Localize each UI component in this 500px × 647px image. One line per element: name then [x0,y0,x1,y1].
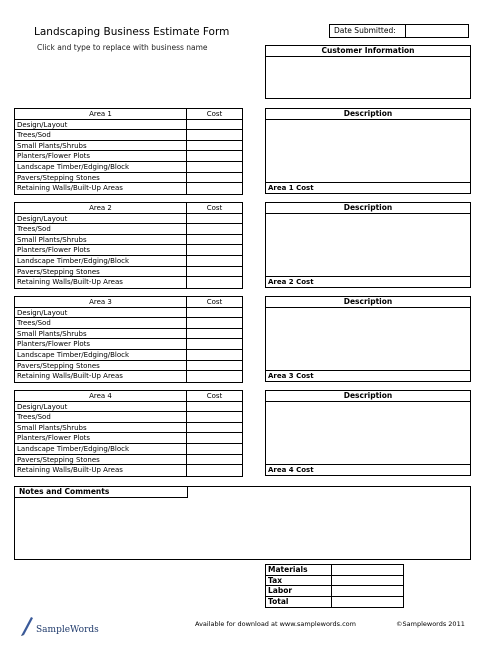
description-field[interactable] [266,214,470,276]
cost-field[interactable] [187,245,242,255]
item-label: Retaining Walls/Built-Up Areas [15,277,187,288]
customer-information-field[interactable] [266,57,470,97]
cost-header: Cost [206,392,223,400]
copyright-text: ©Samplewords 2011 [396,620,465,628]
area-name: Area 1 [15,109,187,119]
table-row [15,183,242,194]
table-row [15,214,242,225]
cost-field[interactable] [187,120,242,130]
totals-label: Materials [266,565,332,575]
table-row [15,224,242,235]
notes-header: Notes and Comments [14,486,188,498]
totals-row [266,576,403,587]
item-label: Design/Layout [15,402,187,412]
table-row [15,361,242,372]
area-name: Area 3 [15,297,187,307]
cost-field[interactable] [187,412,242,422]
table-row [15,412,242,423]
item-label: Retaining Walls/Built-Up Areas [15,371,187,382]
table-row [15,277,242,288]
table-row [15,162,242,173]
item-label: Trees/Sod [15,224,187,234]
item-label: Small Plants/Shrubs [15,235,187,245]
table-row [15,318,242,329]
cost-field[interactable] [187,130,242,140]
date-submitted-box [329,24,469,38]
table-row [15,371,242,382]
cost-field[interactable] [187,423,242,433]
item-label: Planters/Flower Plots [15,151,187,161]
cost-field[interactable] [187,308,242,318]
date-submitted-label: Date Submitted: [330,25,406,37]
table-row [15,141,242,152]
table-row [15,256,242,267]
form-title: Landscaping Business Estimate Form [34,26,230,38]
download-link[interactable]: Available for download at www.samplewords.com [195,620,356,628]
cost-field[interactable] [187,183,242,194]
cost-field[interactable] [187,339,242,349]
item-label: Design/Layout [15,214,187,224]
cost-field[interactable] [187,224,242,234]
description-field[interactable] [266,402,470,464]
area-table-header [15,109,242,120]
description-header: Description [266,391,470,402]
item-label: Trees/Sod [15,412,187,422]
logo-text: SampleWords [36,625,99,635]
item-label: Trees/Sod [15,318,187,328]
table-row [15,465,242,476]
totals-value-field[interactable] [332,576,403,586]
area-table-header [15,297,242,308]
table-row [15,245,242,256]
item-label: Pavers/Stepping Stones [15,267,187,277]
cost-field[interactable] [187,256,242,266]
item-label: Pavers/Stepping Stones [15,361,187,371]
totals-row [266,565,403,576]
table-row [15,308,242,319]
item-label: Design/Layout [15,120,187,130]
item-label: Landscape Timber/Edging/Block [15,162,187,172]
table-row [15,423,242,434]
item-label: Design/Layout [15,308,187,318]
totals-row [266,597,403,608]
cost-field[interactable] [187,433,242,443]
table-row [15,339,242,350]
cost-field[interactable] [187,329,242,339]
cost-field[interactable] [187,361,242,371]
item-label: Trees/Sod [15,130,187,140]
cost-field[interactable] [187,267,242,277]
cost-header: Cost [206,298,223,306]
table-row [15,455,242,466]
cost-field[interactable] [187,173,242,183]
cost-field[interactable] [187,455,242,465]
area-table-header [15,203,242,214]
description-header: Description [266,297,470,308]
description-box [265,202,471,288]
item-label: Pavers/Stepping Stones [15,173,187,183]
totals-value-field[interactable] [332,586,403,596]
table-row [15,433,242,444]
cost-header: Cost [206,110,223,118]
business-name-placeholder[interactable]: Click and type to replace with business name [37,43,208,52]
item-label: Retaining Walls/Built-Up Areas [15,465,187,476]
area-cost-label: Area 3 Cost [266,370,470,381]
table-row [15,444,242,455]
item-label: Pavers/Stepping Stones [15,455,187,465]
table-row [15,151,242,162]
table-row [15,173,242,184]
cost-field[interactable] [187,465,242,476]
item-label: Retaining Walls/Built-Up Areas [15,183,187,194]
table-row [15,120,242,131]
table-row [15,329,242,340]
item-label: Landscape Timber/Edging/Block [15,444,187,454]
item-label: Planters/Flower Plots [15,339,187,349]
customer-information-header: Customer Information [266,46,470,57]
cost-field[interactable] [187,151,242,161]
table-row [15,130,242,141]
description-box [265,296,471,382]
totals-label: Total [266,597,332,608]
cost-field[interactable] [187,141,242,151]
area-table-header [15,391,242,402]
totals-row [266,586,403,597]
pen-icon [20,614,34,636]
item-label: Small Plants/Shrubs [15,329,187,339]
table-row [15,267,242,278]
cost-field[interactable] [187,350,242,360]
cost-field[interactable] [187,277,242,288]
totals-table [265,564,404,608]
area-cost-label: Area 1 Cost [266,182,470,193]
cost-field[interactable] [187,371,242,382]
area-table [14,296,243,383]
area-table [14,390,243,477]
item-label: Landscape Timber/Edging/Block [15,350,187,360]
description-header: Description [266,203,470,214]
area-name: Area 2 [15,203,187,213]
description-field[interactable] [266,120,470,182]
samplewords-logo [20,614,99,636]
area-table [14,202,243,289]
table-row [15,402,242,413]
table-row [15,235,242,246]
item-label: Landscape Timber/Edging/Block [15,256,187,266]
totals-label: Tax [266,576,332,586]
cost-field[interactable] [187,318,242,328]
item-label: Planters/Flower Plots [15,433,187,443]
totals-value-field[interactable] [332,597,403,608]
date-submitted-field[interactable] [406,25,468,37]
item-label: Planters/Flower Plots [15,245,187,255]
cost-field[interactable] [187,444,242,454]
description-box [265,108,471,194]
cost-header: Cost [206,204,223,212]
area-cost-label: Area 4 Cost [266,464,470,475]
item-label: Small Plants/Shrubs [15,141,187,151]
totals-value-field[interactable] [332,565,403,575]
table-row [15,350,242,361]
cost-field[interactable] [187,235,242,245]
description-header: Description [266,109,470,120]
area-cost-label: Area 2 Cost [266,276,470,287]
cost-field[interactable] [187,162,242,172]
area-table [14,108,243,195]
totals-label: Labor [266,586,332,596]
customer-information-box [265,45,471,99]
description-box [265,390,471,476]
cost-field[interactable] [187,214,242,224]
cost-field[interactable] [187,402,242,412]
area-name: Area 4 [15,391,187,401]
item-label: Small Plants/Shrubs [15,423,187,433]
description-field[interactable] [266,308,470,370]
